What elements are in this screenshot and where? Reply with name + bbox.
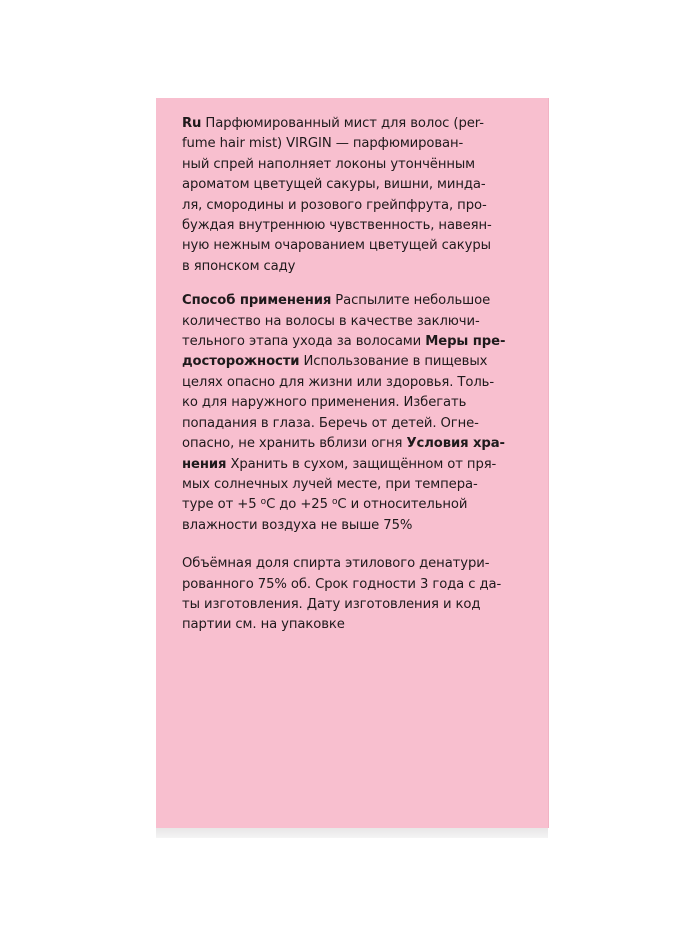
language-label: Ru xyxy=(182,116,202,131)
precautions-heading-cont: досторожности xyxy=(182,354,300,370)
usage-line: тельного этапа ухода за волосами Меры пре- xyxy=(182,334,506,350)
description-line: Ru Парфюмированный мист для волос (per- xyxy=(182,116,484,131)
precautions-heading: Меры пре- xyxy=(425,334,506,350)
description-line: ную нежным очарованием цветущей сакуры xyxy=(182,238,491,254)
usage-line: опасно, не хранить вблизи огня Условия хра- xyxy=(182,436,505,452)
usage-line: влажности воздуха не выше 75% xyxy=(182,517,413,533)
usage-line: попадания в глаза. Беречь от детей. Огне- xyxy=(182,415,479,431)
usage-line: Способ применения Распылите небольшое xyxy=(182,293,491,309)
storage-heading: Условия хра- xyxy=(406,436,505,452)
package-bottom-edge xyxy=(156,828,548,838)
label-text xyxy=(182,114,512,636)
usage-line: количество на волосы в качестве заключи- xyxy=(182,313,480,329)
usage-line: целях опасно для жизни или здоровья. Толь- xyxy=(182,374,495,390)
degree-sign: о xyxy=(331,497,338,508)
usage-line: нения Хранить в сухом, защищённом от пря- xyxy=(182,456,497,472)
storage-heading-cont: нения xyxy=(182,456,227,472)
description-line: ный спрей наполняет локоны утончённым xyxy=(182,156,476,172)
description-line: fume hair mist) VIRGIN — парфюмирован- xyxy=(182,136,464,152)
alcohol-line: партии см. на упаковке xyxy=(182,617,345,633)
usage-line: досторожности Использование в пищевых xyxy=(182,354,488,370)
alcohol-line: Объёмная доля спирта этилового денатури- xyxy=(182,556,490,572)
alcohol-line: рованного 75% об. Срок годности 3 года с да- xyxy=(182,576,502,592)
degree-sign: о xyxy=(260,497,267,508)
usage-line: ко для наружного применения. Избегать xyxy=(182,395,467,411)
usage-heading: Способ применения xyxy=(182,293,332,309)
description-line: буждая внутреннюю чувственность, навеян- xyxy=(182,218,492,234)
description-line: в японском саду xyxy=(182,258,296,274)
usage-line: мых солнечных лучей месте, при темпера- xyxy=(182,476,478,492)
description-line: ля, смородины и розового грейпфрута, про- xyxy=(182,197,487,213)
usage-line: туре от +5 $^о$С до +25 $^о$С и относительной xyxy=(182,497,468,513)
description-line: ароматом цветущей сакуры, вишни, минда- xyxy=(182,177,486,193)
alcohol-line: ты изготовления. Дату изготовления и код xyxy=(182,596,481,612)
